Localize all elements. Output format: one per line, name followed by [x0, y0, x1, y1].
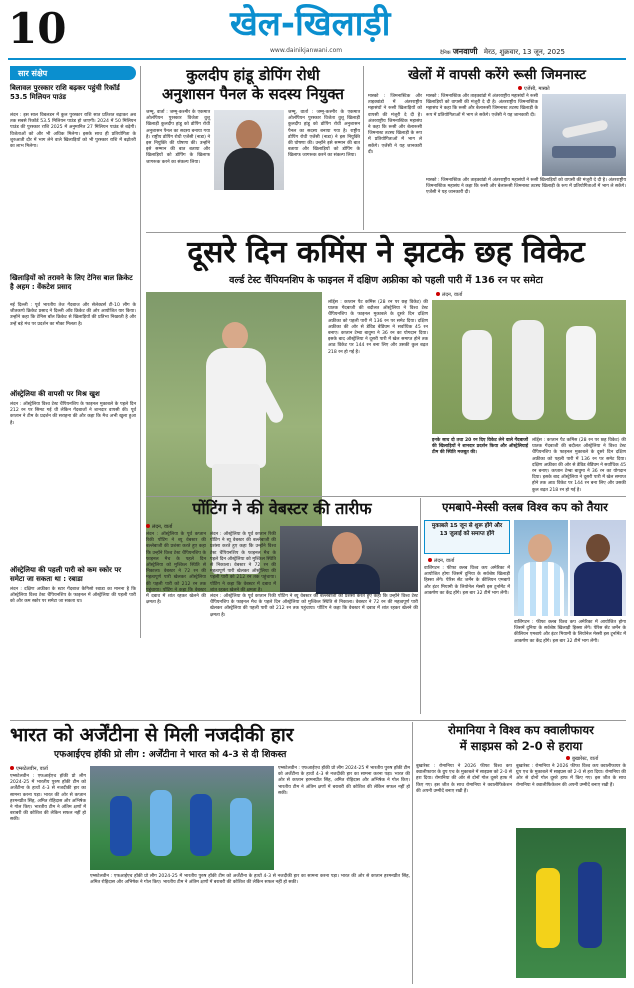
- player-3: [566, 326, 596, 420]
- ponting-shirt: [316, 564, 380, 594]
- romania-body-2: बुखारेस्ट : रोमानिया ने 2026 फीफा विश्व कप क्वालीफायर के ग्रुप एच के मुकाबले में साइप्रस को 2-0 से हरा दिया। रोमानिया की ओर से दोनों गोल दूसरे हाफ में किए गए। इस जीत के साथ रोमानिया ने क्वालीफिकेशन की अपनी उम्मीदें बनाए रखी हैं।: [516, 764, 626, 788]
- hockey-player-1: [110, 796, 132, 856]
- russia-byline: [518, 86, 550, 92]
- sidebar-body-1: लंदन : इस साल विबलडन में कुल पुरस्कार राशि सात प्रतिशत बढ़ाकर अब तक सबसे रिकॉर्ड 53.5 मिलियन पाउंड हो जाएगी। 2024 में 50 मिलियन पाउंड की पुरस्कार राशि 2025 में अनुमानित 27 मिलियन पाउंड से बढ़ेगी। विजेताओं को और भी अधिक मिलेगा। इसके साथ ही प्रतियोगिता के शुरुआती दौर में भाग लेने वाले खिलाड़ियों को भी पुरस्कार राशि में बढ़ोतरी का लाभ मिलेगा।: [10, 113, 136, 150]
- kuldeep-headline-2: अनुशासन पैनल के सदस्य नियुक्त: [162, 85, 344, 103]
- ponting-byline: [146, 524, 172, 530]
- sidebar: [10, 66, 136, 638]
- romania-headline-1: रोमानिया ने विश्व कप क्वालीफायर: [448, 723, 594, 737]
- messi-photo: [514, 520, 568, 616]
- kuldeep-body-right: जम्मू, वार्ता : जम्मू-कश्मीर के एकमात्र ओलंपियन पुरस्कार विजेता वुशू खिलाड़ी कुलदीप हांडू को डोपिंग रोधी अनुशासन पैनल का सदस्य बनाया गया है। राष्ट्रीय डोपिंग रोधी एजेंसी (नाडा) ने इस नियुक्ति की घोषणा की। उन्होंने इसे सम्मान की बात बताया और खिलाड़ियों को डोपिंग के खिलाफ जागरूक करने का संकल्प लिया।: [288, 110, 360, 159]
- mbappe-story: [424, 498, 626, 718]
- romania-player-2: [578, 862, 602, 948]
- russia-byline-text: एजेंसी, मास्को: [524, 86, 550, 92]
- hockey-story: [10, 722, 410, 984]
- romania-byline: [566, 756, 598, 762]
- mbappe-body-2: वाशिंगटन : फीफा क्लब विश्व कप अमेरिका में आयोजित होगा जिसमें दुनिया के सर्वश्रेष्ठ खिलाड़ी हिस्सा लेंगे। पेरिस सेंट जर्मेन के कीलियन एमबापे और इंटर मियामी के लियोनेल मेस्सी इस टूर्नामेंट में आकर्षण का केंद्र होंगे। इस बार 32 टीमें भाग लेंगी।: [514, 620, 626, 644]
- romania-photo: [516, 828, 626, 978]
- page-number: 10: [8, 4, 67, 53]
- russia-story: [368, 66, 626, 230]
- website: www.dainikjanwani.com: [270, 47, 343, 54]
- sidebar-body-2: नई दिल्ली : पूर्व भारतीय तेज गेंदबाज और सेलेक्टर्स टी-10 लीग के जीतकप्पे क्रिकेट प्रसाद ने दिल्ली आँव क्रिकेट की ओर आयोजित यार किया। उन्होंने कहा कि टेनिस बॉल क्रिकेट से खिलाड़ियों की प्रतिभा निखरती है और उन्हें बड़े मंच पर प्रदर्शन का मौका मिलता है।: [10, 303, 136, 327]
- sidebar-headline-3: ऑस्ट्रेलिया की वापसी पर मिश्र खुश: [10, 390, 100, 398]
- sidebar-story-3: [10, 390, 136, 562]
- gymnast-body: [561, 119, 608, 138]
- paper-name: जनवाणी: [452, 47, 478, 56]
- hockey-player-4: [230, 798, 252, 856]
- ponting-byline-text: लंदन, वार्ता: [152, 524, 173, 530]
- romania-story: [416, 722, 626, 984]
- ponting-face: [332, 532, 362, 566]
- hockey-body-3: एम्सटेलवीन : एफआईएच हॉकी प्रो लीग 2024-25 में भारतीय पुरुष हॉकी टीम को अर्जेंटीना के हाथों 4-3 से नजदीकी हार का सामना करना पड़ा। भारत की ओर से कप्तान हरमनप्रीत सिंह, अमित रोहिदास और अभिषेक ने गोल किए। भारतीय टीम ने अंतिम क्षणों में बराबरी की कोशिश की लेकिन सफल नहीं हो सकी।: [90, 874, 410, 886]
- mbappe-photo: [570, 520, 626, 616]
- russia-body-2: मास्को : जिमनास्टिक और ताइक्वांडो में अंतरराष्ट्रीय महासंघों ने रूसी खिलाड़ियों को वापसी की मंजूरी दे दी है। अंतरराष्ट्रीय जिमनास्टिक महासंघ ने कहा कि रूसी और बेलारूसी जिमनास्ट तटस्थ खिलाड़ी के रूप में प्रतियोगिताओं में भाग ले सकेंगे। एजेंसी ने यह जानकारी दी।: [426, 94, 538, 118]
- hockey-player-2: [150, 790, 172, 856]
- hockey-photo: [90, 766, 274, 870]
- sidebar-headline-1: बिलावल पुरस्कार राशि बढ़कर पहुंची रिकॉर्ड 53.5 मिलियन पाउंड: [10, 84, 120, 101]
- romania-headline-2: में साइप्रस को 2-0 से हराया: [459, 739, 583, 753]
- mbappe-shirt: [574, 562, 622, 616]
- kuldeep-photo: [214, 110, 284, 190]
- hockey-byline: [10, 766, 48, 772]
- messi-shirt: [518, 562, 564, 616]
- main-subheadline: वर्ल्ड टेस्ट चैंपियनशिप के फाइनल में दक्षिण अफ्रीका को पहली पारी में 136 रन पर समेटा: [229, 275, 543, 286]
- main-body-2: लॉर्ड्स : कप्तान पैट कमिंस (28 रन पर छह विकेट) की घातक गेंदबाजी की बदौलत ऑस्ट्रेलिया ने विश्व टेस्ट चैंपियनशिप के फाइनल मुकाबले के दूसरे दिन दक्षिण अफ्रीका को पहली पारी में 136 रन पर समेट दिया। दक्षिण अफ्रीका की ओर से डेविड बेडिंघम ने सर्वाधिक 45 रन बनाए। कप्तान टेम्बा बावुमा ने 36 रन का योगदान दिया। इसके बाद ऑस्ट्रेलिया ने दूसरी पारी में खेल समाप्त होने तक आठ विकेट पर 144 रन बना लिए और उसकी कुल बढ़त 218 रन हो गई है।: [532, 438, 626, 493]
- ponting-body-2: लंदन : ऑस्ट्रेलिया के पूर्व कप्तान रिकी पोंटिंग ने ब्यू वेबस्टर की बल्लेबाजी की प्रशंसा करते हुए कहा कि उन्होंने विश्व टेस्ट चैंपियनशिप के फाइनल मैच के पहले दिन ऑस्ट्रेलिया को मुश्किल स्थिति से निकाला। वेबस्टर ने 72 रन की महत्वपूर्ण पारी खेलकर ऑस्ट्रेलिया की पहली पारी को 212 रन तक पहुंचाया। पोंटिंग ने कहा कि वेबस्टर में दबाव में शांत रहकर खेलने की क्षमता है।: [210, 532, 276, 593]
- gymnast-photo: [542, 94, 626, 176]
- sidebar-headline-2: खिलाड़ियों को तरावने के लिए टेनिस बाल क्रिकेट है अहम : वेंकटेश प्रसाद: [10, 274, 133, 291]
- dateline: मेरठ, शुक्रवार, 13 जून, 2025: [483, 48, 566, 56]
- sidebar-story-4: [10, 566, 136, 635]
- main-headline: दूसरे दिन कमिंस ने झटके छह विकेट: [187, 235, 585, 270]
- mbappe-box: [424, 520, 510, 554]
- ponting-top-rule: [146, 496, 626, 497]
- player-1: [462, 330, 492, 420]
- hockey-body-1: एम्सटेलवीन : एफआईएच हॉकी प्रो लीग 2024-25 में भारतीय पुरुष हॉकी टीम को अर्जेंटीना के हाथों 4-3 से नजदीकी हार का सामना करना पड़ा। भारत की ओर से कप्तान हरमनप्रीत सिंह, अमित रोहिदास और अभिषेक ने गोल किए। भारतीय टीम ने अंतिम क्षणों में बराबरी की कोशिश की लेकिन सफल नहीं हो सकी।: [10, 774, 86, 823]
- section-title: खेल-खिलाड़ी: [230, 4, 391, 44]
- kuldeep-divider: [363, 66, 364, 230]
- main-byline-text: लंदन, वार्ता: [442, 292, 463, 298]
- ponting-photo: [280, 526, 418, 592]
- main-byline: [436, 292, 462, 298]
- sidebar-story-2: [10, 274, 136, 389]
- ponting-body-1: लंदन : ऑस्ट्रेलिया के पूर्व कप्तान रिकी पोंटिंग ने ब्यू वेबस्टर की बल्लेबाजी की प्रशंसा करते हुए कहा कि उन्होंने विश्व टेस्ट चैंपियनशिप के फाइनल मैच के पहले दिन ऑस्ट्रेलिया को मुश्किल स्थिति से निकाला। वेबस्टर ने 72 रन की महत्वपूर्ण पारी खेलकर ऑस्ट्रेलिया की पहली पारी को 212 रन तक पहुंचाया। पोंटिंग ने कहा कि वेबस्टर में दबाव में शांत रहकर खेलने की क्षमता है।: [146, 532, 206, 606]
- romania-player-1: [536, 868, 560, 948]
- mbappe-body-1: वाशिंगटन : फीफा क्लब विश्व कप अमेरिका में आयोजित होगा जिसमें दुनिया के सर्वश्रेष्ठ खिलाड़ी हिस्सा लेंगे। पेरिस सेंट जर्मेन के कीलियन एमबापे और इंटर मियामी के लियोनेल मेस्सी इस टूर्नामेंट में आकर्षण का केंद्र होंगे। इस बार 32 टीमें भाग लेंगी।: [424, 566, 510, 596]
- sidebar-divider: [140, 66, 141, 638]
- player-2: [512, 320, 544, 420]
- kuldeep-headline-1: कुलदीप हांडू डोपिंग रोधी: [186, 66, 320, 84]
- russia-byline-dot: [518, 86, 522, 90]
- romania-byline-text: बुखारेस्ट, वार्ता: [572, 756, 599, 762]
- ponting-headline: पोंटिंग ने की वेबस्टर की तारीफ: [192, 499, 372, 518]
- mbappe-face: [586, 534, 610, 562]
- hockey-player-3: [190, 794, 212, 856]
- ponting-body-3: लंदन : ऑस्ट्रेलिया के पूर्व कप्तान रिकी पोंटिंग ने ब्यू वेबस्टर की बल्लेबाजी की प्रशंसा करते हुए कहा कि उन्होंने विश्व टेस्ट चैंपियनशिप के फाइनल मैच के पहले दिन ऑस्ट्रेलिया को मुश्किल स्थिति से निकाला। वेबस्टर ने 72 रन की महत्वपूर्ण पारी खेलकर ऑस्ट्रेलिया की पहली पारी को 212 रन तक पहुंचाया। पोंटिंग ने कहा कि वेबस्टर में दबाव में शांत रहकर खेलने की क्षमता है।: [210, 594, 418, 618]
- hockey-subheadline: एफआईएच हॉकी प्रो लीग : अर्जेंटीना ने भारत को 4-3 से दी शिकस्त: [54, 749, 287, 760]
- mbappe-byline-text: लंदन, वार्ता: [434, 558, 455, 564]
- ponting-byline-dot: [146, 524, 150, 528]
- paper-name-line: [440, 46, 565, 57]
- sidebar-story-1: [10, 84, 136, 273]
- cummins-head: [222, 322, 248, 350]
- sidebar-header: [10, 66, 136, 80]
- south-africa-photo: [432, 300, 626, 434]
- romania-byline-dot: [566, 756, 570, 760]
- hockey-body-2: एम्सटेलवीन : एफआईएच हॉकी प्रो लीग 2024-25 में भारतीय पुरुष हॉकी टीम को अर्जेंटीना के हाथों 4-3 से नजदीकी हार का सामना करना पड़ा। भारत की ओर से कप्तान हरमनप्रीत सिंह, अमित रोहिदास और अभिषेक ने गोल किए। भारतीय टीम ने अंतिम क्षणों में बराबरी की कोशिश की लेकिन सफल नहीं हो सकी।: [278, 766, 410, 796]
- sidebar-header-text: सार संक्षेप: [18, 69, 48, 78]
- mbappe-byline-dot: [428, 558, 432, 562]
- ponting-story: [146, 498, 418, 718]
- hockey-headline: भारत को अर्जेंटीना से मिली नजदीकी हार: [10, 724, 294, 746]
- kuldeep-suit: [224, 148, 274, 190]
- paper-prefix: दैनिक: [440, 50, 451, 56]
- romania-body-1: बुखारेस्ट : रोमानिया ने 2026 फीफा विश्व कप क्वालीफायर के ग्रुप एच के मुकाबले में साइप्रस को 2-0 से हरा दिया। रोमानिया की ओर से दोनों गोल दूसरे हाफ में किए गए। इस जीत के साथ रोमानिया ने क्वालीफिकेशन की अपनी उम्मीदें बनाए रखी हैं।: [416, 764, 512, 794]
- masthead-rule: [8, 58, 626, 60]
- bottom-top-rule: [10, 720, 626, 721]
- main-top-rule: [146, 232, 626, 233]
- hockey-divider: [412, 722, 413, 984]
- kuldeep-face: [236, 120, 262, 150]
- russia-body-3: मास्को : जिमनास्टिक और ताइक्वांडो में अंतरराष्ट्रीय महासंघों ने रूसी खिलाड़ियों को वापसी की मंजूरी दे दी है। अंतरराष्ट्रीय जिमनास्टिक महासंघ ने कहा कि रूसी और बेलारूसी जिमनास्ट तटस्थ खिलाड़ी के रूप में प्रतियोगिताओं में भाग ले सकेंगे। एजेंसी ने यह जानकारी दी।: [426, 178, 626, 196]
- russia-body-1: मास्को : जिमनास्टिक और ताइक्वांडो में अंतरराष्ट्रीय महासंघों ने रूसी खिलाड़ियों को वापसी की मंजूरी दे दी है। अंतरराष्ट्रीय जिमनास्टिक महासंघ ने कहा कि रूसी और बेलारूसी जिमनास्ट तटस्थ खिलाड़ी के रूप में प्रतियोगिताओं में भाग ले सकेंगे। एजेंसी ने यह जानकारी दी।: [368, 94, 422, 155]
- sidebar-body-3: लंदन : ऑस्ट्रेलिया विश्व टेस्ट चैंपियनशिप के फाइनल मुकाबले के पहले दिन 212 रन पर सिमट गई थी लेकिन गेंदबाजों ने शानदार वापसी की। पूर्व कप्तान ने टीम के प्रदर्शन की सराहना की और कहा कि मैच अभी खुला हुआ है।: [10, 402, 136, 426]
- sidebar-headline-4: ऑस्ट्रेलिया की पहली पारी को कम स्कोर पर समेटा जा सकता था : रबाडा: [10, 566, 122, 583]
- kuldeep-story: [146, 66, 360, 226]
- kuldeep-body-left: जम्मू, वार्ता : जम्मू-कश्मीर के एकमात्र ओलंपियन पुरस्कार विजेता वुशू खिलाड़ी कुलदीप हांडू को डोपिंग रोधी अनुशासन पैनल का सदस्य बनाया गया है। राष्ट्रीय डोपिंग रोधी एजेंसी (नाडा) ने इस नियुक्ति की घोषणा की। उन्होंने इसे सम्मान की बात बताया और खिलाड़ियों को डोपिंग के खिलाफ जागरूक करने का संकल्प लिया।: [146, 110, 210, 165]
- main-byline-dot: [436, 292, 440, 296]
- hockey-byline-text: एम्सटेलवीन, वार्ता: [16, 766, 48, 772]
- ponting-divider: [420, 498, 421, 714]
- pommel-horse: [552, 146, 616, 158]
- mbappe-box-text: मुकाबले 15 जून से शुरू होंगे और 13 जुलाई को समाप्त होंगे: [431, 523, 503, 537]
- sidebar-body-4: लंदन : दक्षिण अफ्रीका के स्टार गेंदबाज कैगिसो रबाडा का मानना है कि ऑस्ट्रेलिया विश्व टेस्ट चैंपियनशिप के फाइनल में ऑस्ट्रेलिया की पहली पारी को और कम स्कोर पर समेटा जा सकता था।: [10, 587, 136, 605]
- masthead: [0, 0, 634, 62]
- main-body-1: लॉर्ड्स : कप्तान पैट कमिंस (28 रन पर छह विकेट) की घातक गेंदबाजी की बदौलत ऑस्ट्रेलिया ने विश्व टेस्ट चैंपियनशिप के फाइनल मुकाबले के दूसरे दिन दक्षिण अफ्रीका को पहली पारी में 136 रन पर समेट दिया। दक्षिण अफ्रीका की ओर से डेविड बेडिंघम ने सर्वाधिक 45 रन बनाए। कप्तान टेम्बा बावुमा ने 36 रन का योगदान दिया। इसके बाद ऑस्ट्रेलिया ने दूसरी पारी में खेल समाप्त होने तक आठ विकेट पर 144 रन बना लिए और उसकी कुल बढ़त 218 रन हो गई है।: [328, 300, 428, 355]
- main-photo-caption: इनके साथ दो तथा 20 रन दिए विकेट लेने वाले गेंदबाजों की खिलाड़ियों ने शानदार प्रदर्शन किया और ऑस्ट्रेलियाई टीम की स्थिति मजबूत की।: [432, 438, 528, 456]
- messi-face: [528, 534, 552, 562]
- mbappe-headline: एमबापे-मेस्सी क्लब विश्व कप को तैयार: [442, 500, 608, 514]
- mbappe-byline: [428, 558, 454, 564]
- russia-headline: खेलों में वापसी करेंगे रूसी जिमनास्ट: [408, 67, 586, 83]
- hockey-byline-dot: [10, 766, 14, 770]
